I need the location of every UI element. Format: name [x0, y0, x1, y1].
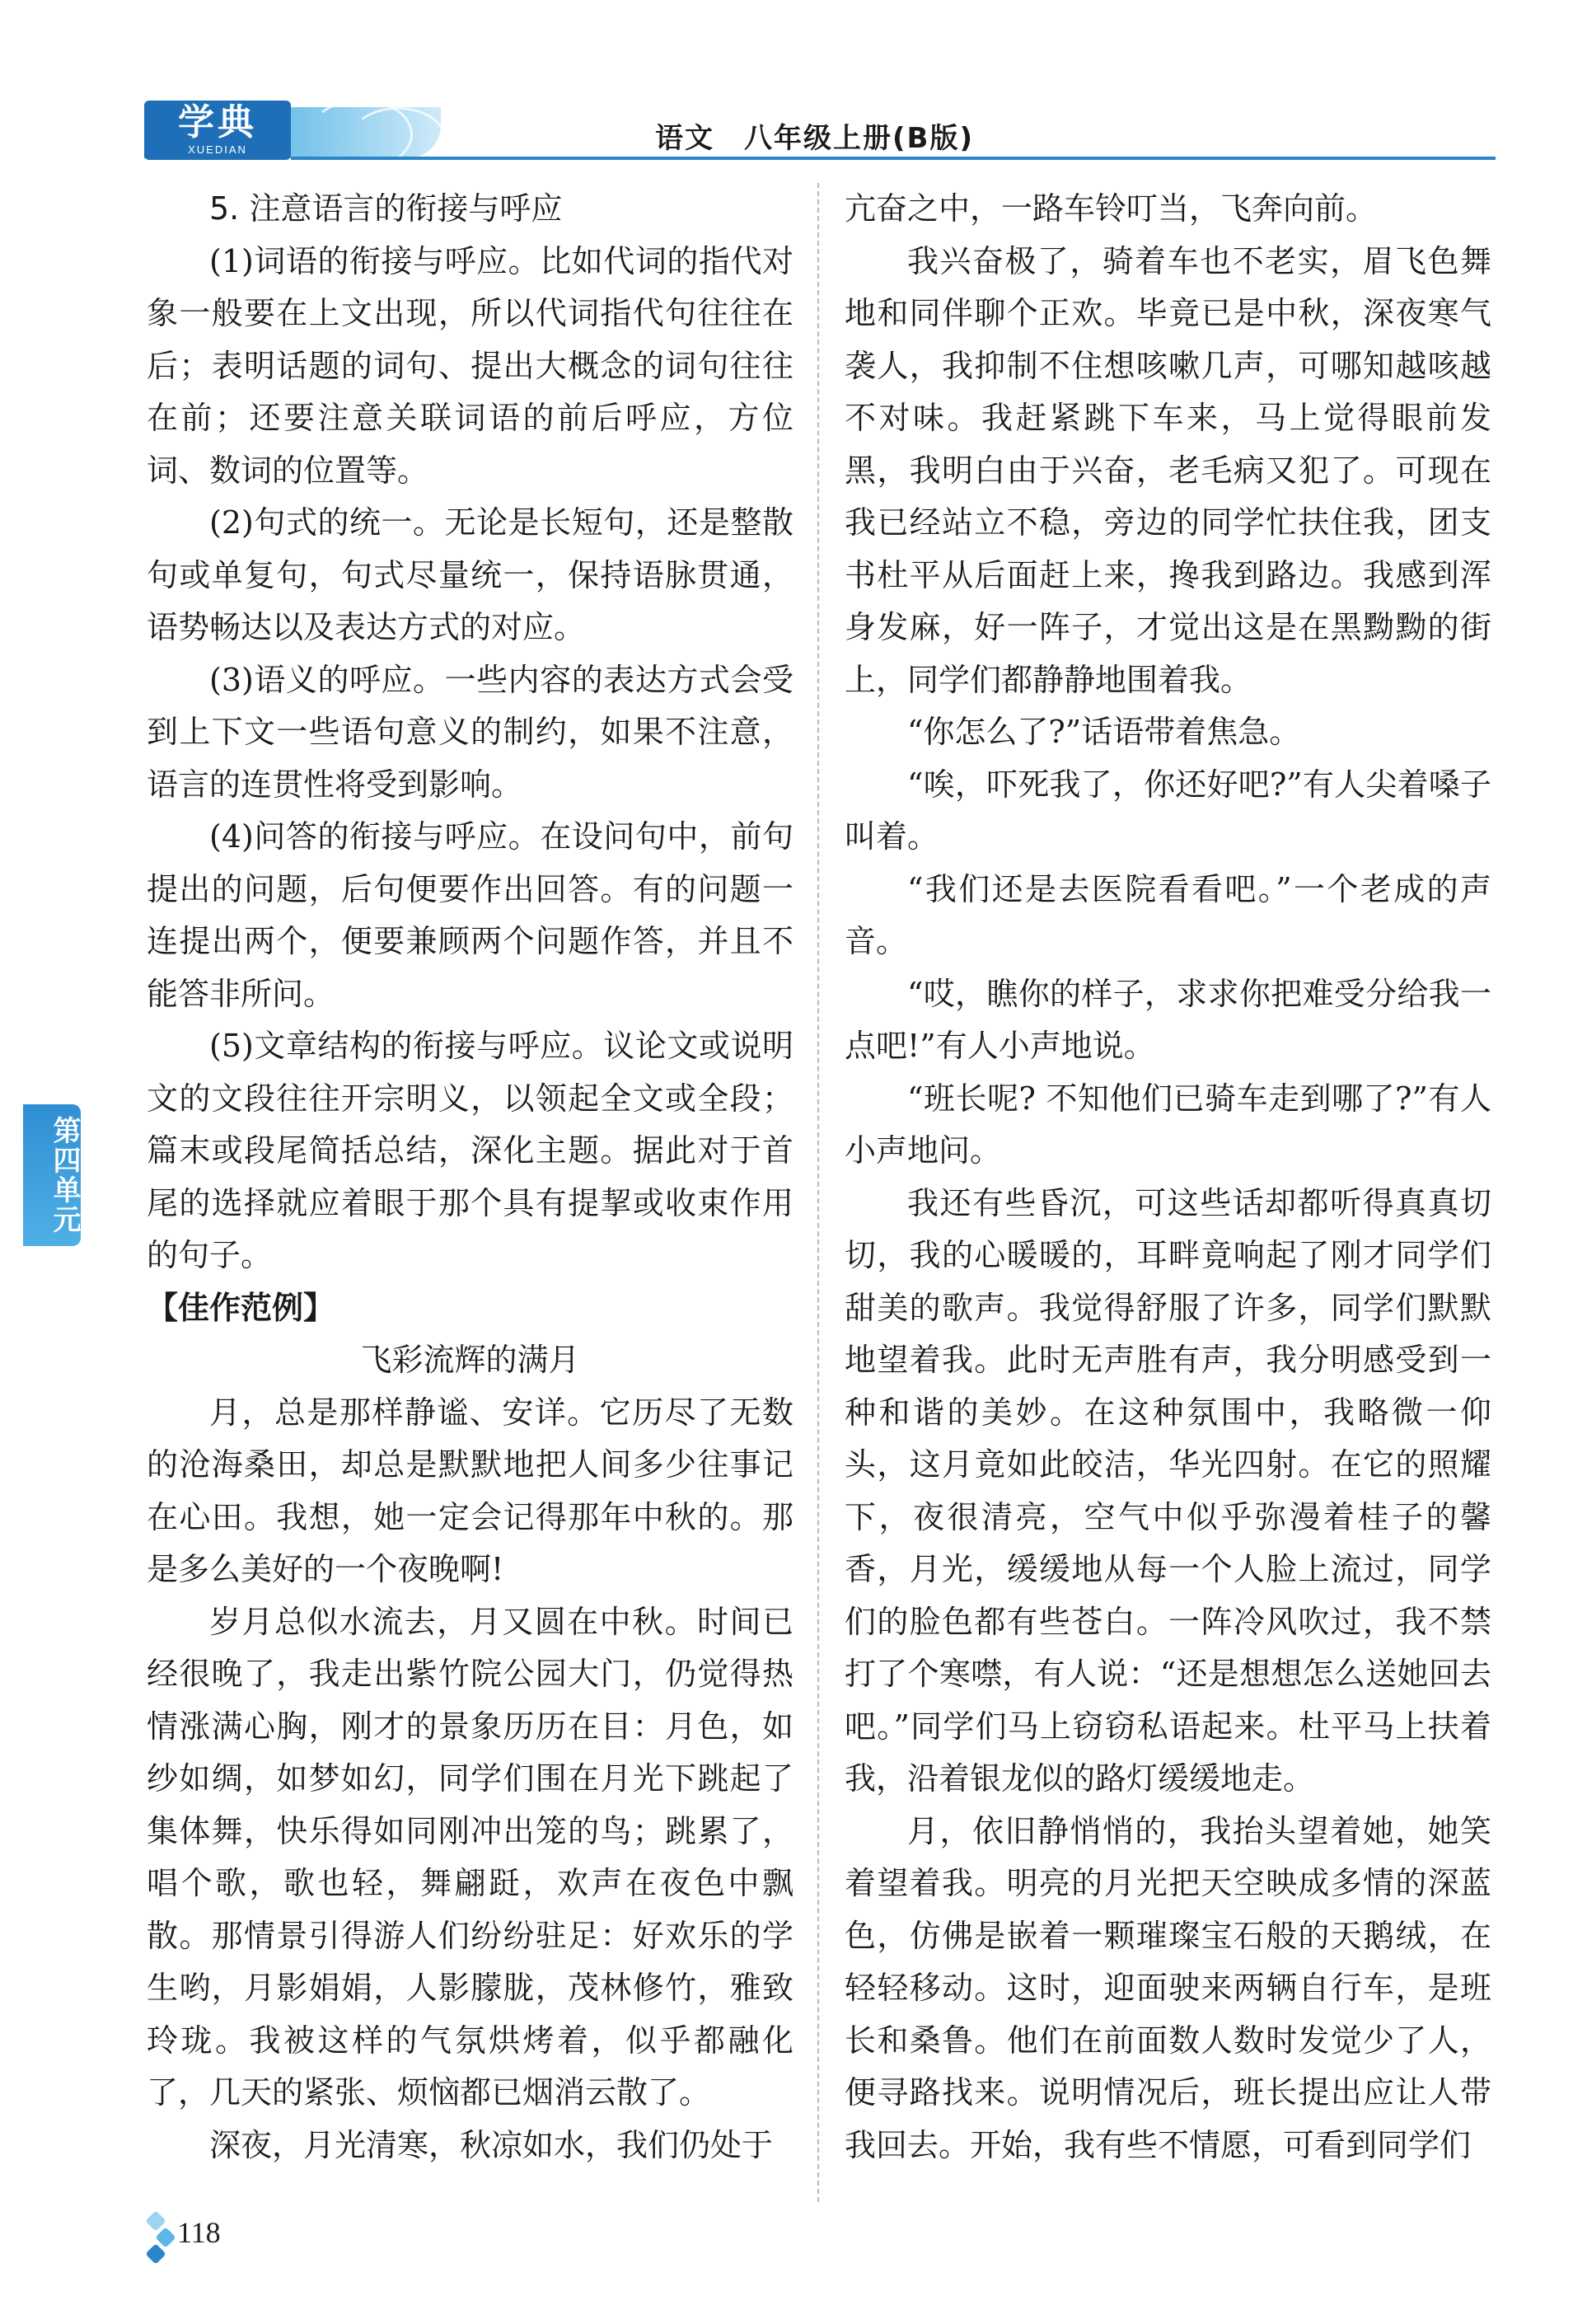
- dialogue-line: “我们还是去医院看看吧。”一个老成的声音。: [845, 870, 1491, 959]
- hexagon-dots-icon: [147, 2210, 180, 2268]
- paragraph: (3)语义的呼应。一些内容的表达方式会受到上下文一些语句意义的制约，如果不注意，语言的连贯性将受到影响。: [147, 661, 794, 803]
- dialogue-line: “唉，吓死我了，你还好吧?”有人尖着嗓子叫着。: [845, 766, 1491, 855]
- paragraph: (5)文章结构的衔接与呼应。议论文或说明文的文段往往开宗明义，以领起全文或全段；篇末或段尾简括总结，深化主题。据此对于首尾的选择就应着眼于那个具有提挈或收束作用的句子。: [147, 1028, 794, 1273]
- continued-paragraph: 亢奋之中，一路车铃叮当，飞奔向前。: [845, 190, 1378, 227]
- left-column: [147, 183, 794, 2172]
- essay-paragraph: 岁月总似水流去，月又圆在中秋。时间已经很晚了，我走出紫竹院公园大门，仍觉得热情涨满心胸，刚才的景象历历在目：月色，如纱如绸，如梦如幻，同学们围在月光下跳起了集体舞，快乐得如同刚冲出笼的鸟；跳累了，唱个歌，歌也轻，舞翩跹，欢声在夜色中飘散。那情景引得游人们纷纷驻足：好欢乐的学生哟，月影娟娟，人影朦胧，茂林修竹，雅致玲珑。我被这样的气氛烘烤着，似乎都融化了，几天的紧张、烦恼都已烟消云散了。: [147, 1603, 794, 2111]
- dialogue-line: “班长呢? 不知他们已骑车走到哪了?”有人小声地问。: [845, 1080, 1491, 1169]
- paragraph: (4)问答的衔接与呼应。在设问句中，前句提出的问题，后句便要作出回答。有的问题一连提出两个，便要兼顾两个问题作答，并且不能答非所问。: [147, 818, 794, 1012]
- essay-paragraph: 月，依旧静悄悄的，我抬头望着她，她笑着望着我。明亮的月光把天空映成多情的深蓝色，仿佛是嵌着一颗璀璨宝石般的天鹅绒，在轻轻移动。这时，迎面驶来两辆自行车，是班长和桑鲁。他们在前面数人数时发觉少了人，便寻路找来。说明情况后，班长提出应让人带我回去。开始，我有些不情愿，可看到同学们: [845, 1812, 1491, 2163]
- logo-chinese: 学典: [178, 101, 257, 143]
- essay-paragraph: 我还有些昏沉，可这些话却都听得真真切切，我的心暖暖的，耳畔竟响起了刚才同学们甜美的歌声。我觉得舒服了许多，同学们默默地望着我。此时无声胜有声，我分明感受到一种和谐的美妙。在这种氛围中，我略微一仰头，这月竟如此皎洁，华光四射。在它的照耀下，夜很清亮，空气中似乎弥漫着桂子的馨香，月光，缓缓地从每一个人脸上流过，同学们的脸色都有些苍白。一阵冷风吹过，我不禁打了个寒噤，有人说：“还是想想怎么送她回去吧。”同学们马上窃窃私语起来。杜平马上扶着我，沿着银龙似的路灯缓缓地走。: [845, 1184, 1491, 1797]
- essay-paragraph: 月，总是那样静谧、安详。它历尽了无数的沧海桑田，却总是默默地把人间多少往事记在心田。我想，她一定会记得那年中秋的。那是多么美好的一个夜晚啊!: [147, 1394, 794, 1587]
- unit-side-tab-label: 第四单元: [48, 1116, 81, 1235]
- paragraph: (2)句式的统一。无论是长短句，还是整散句或单复句，句式尽量统一，保持语脉贯通，语势畅达以及表达方式的对应。: [147, 504, 794, 645]
- dialogue-line: “你怎么了?”话语带着焦急。: [907, 714, 1301, 750]
- page-header: [144, 99, 1496, 163]
- header-rule: [291, 157, 1496, 160]
- logo-english: XUEDIAN: [188, 143, 247, 156]
- right-column: [845, 183, 1491, 2172]
- dialogue-line: “哎，瞧你的样子，求求你把难受分给我一点吧!”有人小声地说。: [845, 975, 1491, 1064]
- unit-side-tab: [23, 1104, 81, 1246]
- essay-paragraph: 深夜，月光清寒，秋凉如水，我们仍处于: [209, 2126, 774, 2163]
- header-title: 语文 八年级上册(B版): [655, 122, 974, 155]
- essay-title: 飞彩流辉的满月: [360, 1342, 580, 1378]
- paragraph: (1)词语的衔接与呼应。比如代词的指代对象一般要在上文出现，所以代词指代句往往在后；表明话题的词句、提出大概念的词句往往在前；还要注意关联词语的前后呼应，方位词、数词的位置等。: [147, 242, 794, 489]
- page-number: 118: [177, 2216, 221, 2249]
- essay-paragraph: 我兴奋极了，骑着车也不老实，眉飞色舞地和同伴聊个正欢。毕竟已是中秋，深夜寒气袭人，我抑制不住想咳嗽几声，可哪知越咳越不对味。我赶紧跳下车来，马上觉得眼前发黑，我明白由于兴奋，老毛病又犯了。可现在我已经站立不稳，旁边的同学忙扶住我，团支书杜平从后面赶上来，搀我到路边。我感到浑身发麻，好一阵子，才觉出这是在黑黝黝的街上，同学们都静静地围着我。: [845, 242, 1491, 698]
- column-divider: [817, 183, 819, 2202]
- xuedian-logo: [144, 101, 291, 160]
- section-heading: 5. 注意语言的衔接与呼应: [209, 190, 563, 227]
- example-heading: 【佳作范例】: [147, 1289, 335, 1326]
